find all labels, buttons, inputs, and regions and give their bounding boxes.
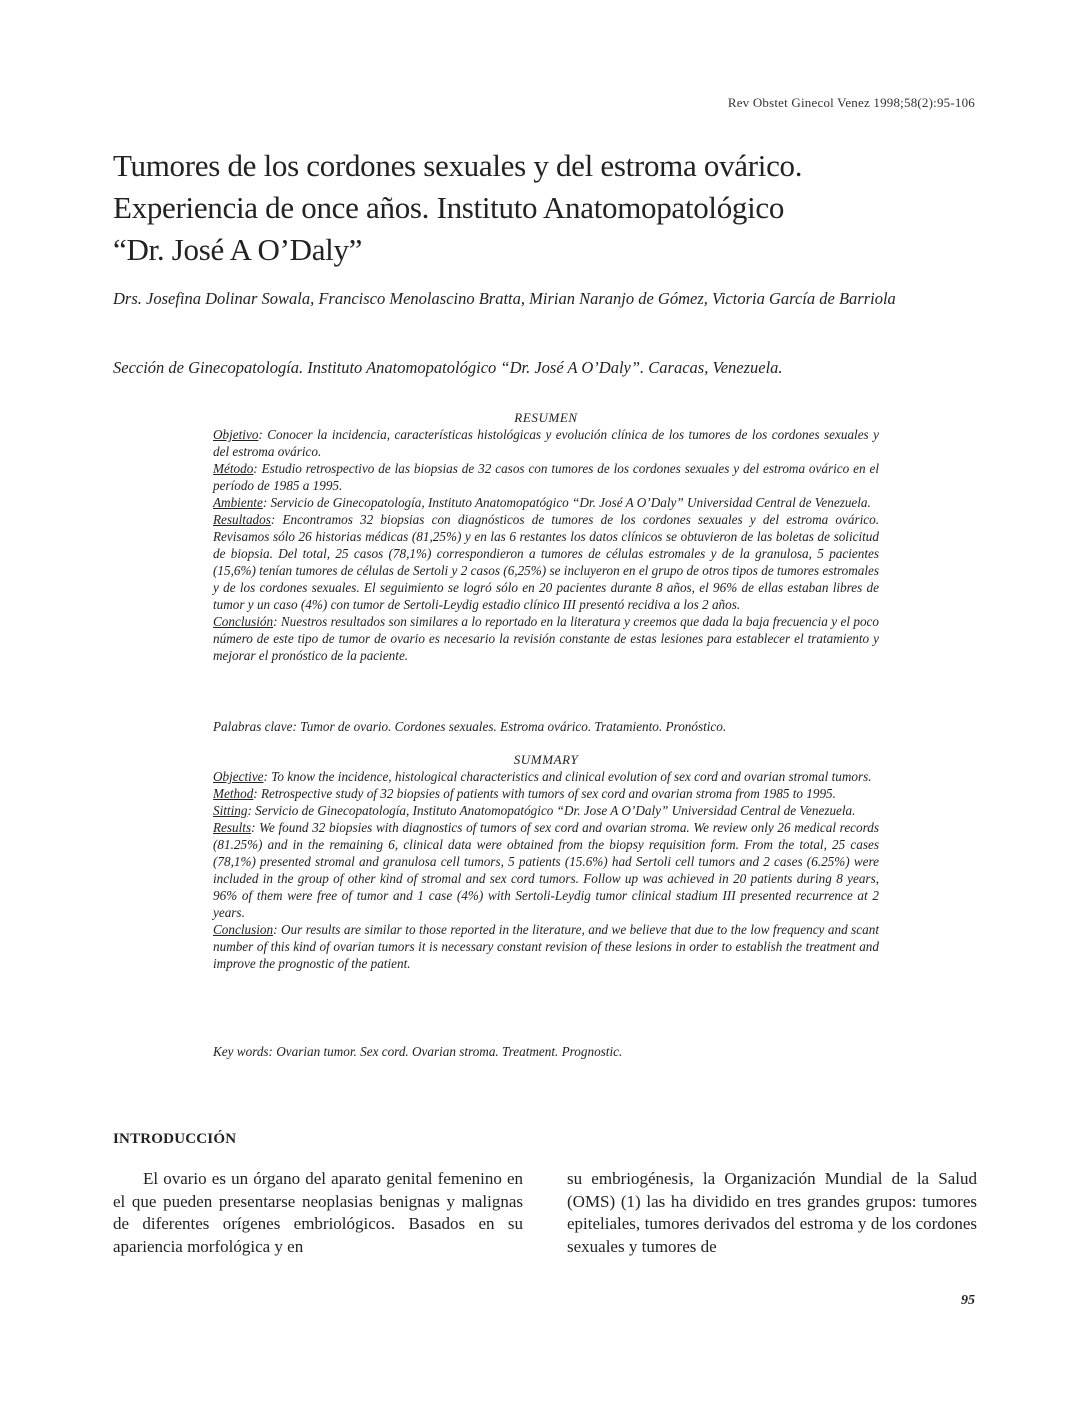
abstract-section xyxy=(213,921,879,972)
section-text: : Servicio de Ginecopatología, Instituto Anatomopatógico “Dr. Jose A O’Daly” Universidad Central de Venezuela. xyxy=(247,803,856,818)
section-label: Resultados xyxy=(213,512,271,527)
section-label: Conclusion xyxy=(213,922,274,937)
section-text: : Nuestros resultados son similares a lo reportado en la literatura y creemos que dada la baja frecuencia y el poco número de este tipo de tumor de ovario es necesario la revisión constante de estas lesiones para establecer el tratamiento y mejorar el pronóstico de la paciente. xyxy=(213,614,879,663)
keywords-spanish: Palabras clave: Tumor de ovario. Cordones sexuales. Estroma ovárico. Tratamiento. Pronóstico. xyxy=(213,719,727,734)
title-line: Experiencia de once años. Instituto Anatomopatológico xyxy=(113,190,785,225)
section-text: : We found 32 biopsies with diagnostics of tumors of sex cord and ovarian stroma. We review only 26 medical records (81.25%) and in the remaining 6, clinical data were obtained from the biopsy requisition form. From the total, 25 cases (78,1%) presented stromal and granulosa cell tumors, 5 patients (15.6%) had Sertoli cell tumors and 2 cases (6.25%) were included in the group of other kind of stromal and sex cord tumors. Follow up was achieved in 20 patients during 8 years, 96% of them were free of tumor and 1 case (4%) with Sertoli-Leydig tumor clinical stadium III presented recurrence at 2 years. xyxy=(213,820,879,920)
section-text: : Conocer la incidencia, características histológicas y evolución clínica de los tumores de los cordones sexuales y del estroma ovárico. xyxy=(213,427,879,459)
abstract-section xyxy=(213,768,879,785)
keywords-english: Key words: Ovarian tumor. Sex cord. Ovarian stroma. Treatment. Prognostic. xyxy=(213,1044,623,1059)
abstract-section xyxy=(213,460,879,494)
section-label: Objetivo xyxy=(213,427,259,442)
section-text: : Servicio de Ginecopatología, Instituto Anatomopatógico “Dr. José A O’Daly” Universidad Central de Venezuela. xyxy=(262,495,871,510)
section-heading-introduction: INTRODUCCIÓN xyxy=(113,1131,237,1147)
abstract-section xyxy=(213,802,879,819)
body-paragraph: su embriogénesis, la Organización Mundial de la Salud (OMS) (1) las ha dividido en tres grandes grupos: tumores epiteliales, tumores derivados del estroma y de los cordones sexuales y tumores de xyxy=(567,1169,977,1256)
abstract-section xyxy=(213,511,879,613)
body-paragraph: El ovario es un órgano del aparato genital femenino en el que pueden presentarse neoplasias benignas y malignas de diferentes orígenes embriológicos. Basados en su apariencia morfológica y en xyxy=(113,1169,523,1256)
section-label: Results xyxy=(213,820,252,835)
abstract-section xyxy=(213,785,879,802)
abstract-heading: SUMMARY xyxy=(513,752,579,767)
running-head: Rev Obstet Ginecol Venez 1998;58(2):95-106 xyxy=(727,95,975,110)
body-column-left xyxy=(113,1168,523,1258)
abstract-section xyxy=(213,819,879,921)
page-number: 95 xyxy=(961,1293,975,1308)
abstract-spanish xyxy=(213,409,879,664)
section-text: : Retrospective study of 32 biopsies of patients with tumors of sex cord and ovarian stroma from 1985 to 1995. xyxy=(253,786,836,801)
section-label: Ambiente xyxy=(213,495,263,510)
section-text: : Encontramos 32 biopsias con diagnósticos de tumores de los cordones sexuales y del estroma ovárico. Revisamos sólo 26 historias médicas (81,25%) y en las 6 restantes los datos clínicos se obtuvieron de las boletas de solicitud de biopsia. Del total, 25 casos (78,1%) correspondieron a tumores de células estromales y de la granulosa, 5 pacientes (15,6%) tenían tumores de células de Sertoli y 2 casos (6,25%) se incluyeron en el grupo de otros tipos de tumores estromales y de los cordones sexuales. El seguimiento se logró sólo en 20 pacientes durante 8 años, el 96% de ellas estaban libres de tumor y un caso (4%) con tumor de Sertoli-Leydig estadio clínico III presentó recidiva a los 2 años. xyxy=(213,512,879,612)
section-label: Objective xyxy=(213,769,264,784)
body-column-right xyxy=(567,1168,977,1258)
section-text: : To know the incidence, histological characteristics and clinical evolution of sex cord and ovarian stromal tumors. xyxy=(263,769,872,784)
title-line: “Dr. José A O’Daly” xyxy=(113,232,363,267)
title-line: Tumores de los cordones sexuales y del estroma ovárico. xyxy=(113,148,803,183)
abstract-section xyxy=(213,494,879,511)
section-label: Método xyxy=(213,461,254,476)
section-text: : Our results are similar to those reported in the literature, and we believe that due to the low frequency and scant number of this kind of ovarian tumors it is necessary constant revision of these lesions in order to establish the treatment and improve the prognostic of the patient. xyxy=(213,922,879,971)
affiliation: Sección de Ginecopatología. Instituto Anatomopatológico “Dr. José A O’Daly”. Caracas, Venezuela. xyxy=(113,358,783,377)
abstract-heading: RESUMEN xyxy=(514,410,578,425)
author-list: Drs. Josefina Dolinar Sowala, Francisco Menolascino Bratta, Mirian Naranjo de Gómez, Victoria García de Barriola xyxy=(113,289,896,308)
abstract-english xyxy=(213,751,879,972)
abstract-section xyxy=(213,613,879,664)
article-title xyxy=(113,145,983,271)
section-text: : Estudio retrospectivo de las biopsias de 32 casos con tumores de los cordones sexuales y del estroma ovárico en el período de 1985 a 1995. xyxy=(213,461,879,493)
section-label: Conclusión xyxy=(213,614,274,629)
section-label: Method xyxy=(213,786,254,801)
section-label: Sitting xyxy=(213,803,248,818)
abstract-section xyxy=(213,426,879,460)
